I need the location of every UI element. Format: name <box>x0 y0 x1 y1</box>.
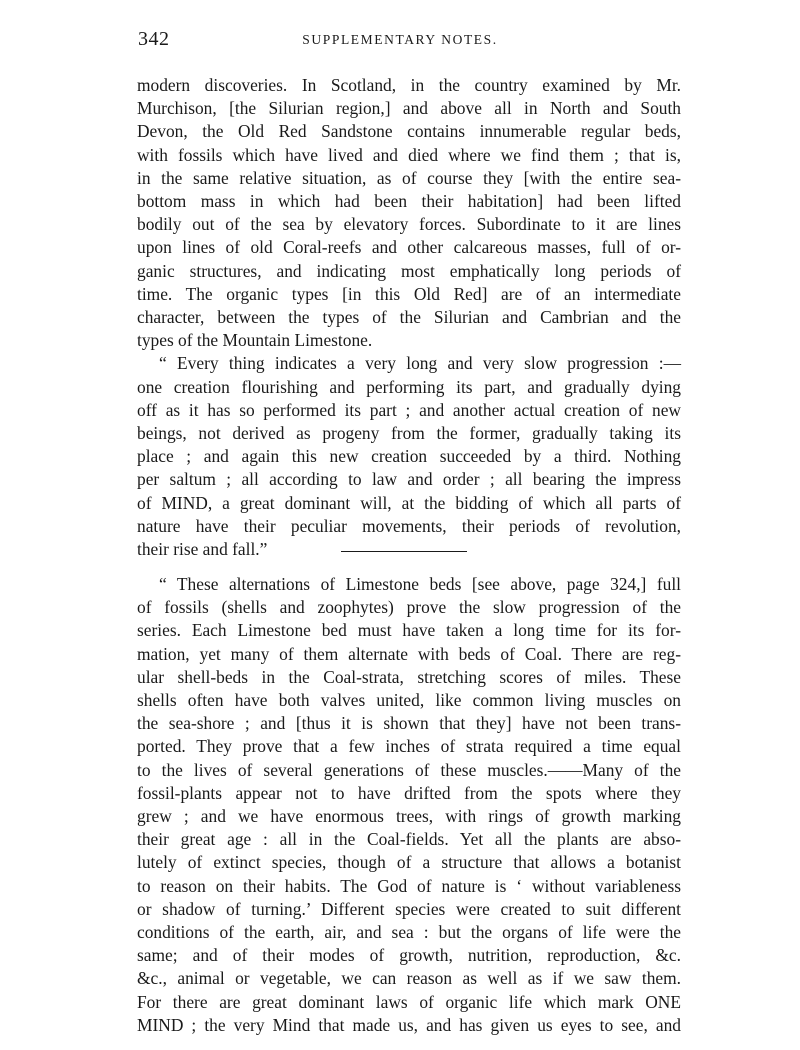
text-line: fossil-plants appear not to have drifted from the spots where they <box>137 782 681 803</box>
text-line: “ These alternations of Limestone beds [see above, page 324,] full <box>159 574 681 594</box>
text-line: shells often have both valves united, like common living muscles on <box>137 690 681 711</box>
running-title: SUPPLEMENTARY NOTES. <box>302 32 498 47</box>
text-line: bottom mass in which had been their habitation] had been lifted <box>137 191 681 212</box>
text-line: Murchison, [the Silurian region,] and above all in North and South <box>137 98 681 119</box>
text-line: off as it has so performed its part ; and another actual creation of new <box>137 399 681 420</box>
text-line: bodily out of the sea by elevatory forces. Subordinate to it are lines <box>137 214 681 235</box>
text-line: one creation flourishing and performing its part, and gradually dying <box>137 376 681 397</box>
text-line: nature have their peculiar movements, their periods of revolution, <box>137 515 681 536</box>
text-line: their rise and fall.” <box>137 539 268 560</box>
text-line: types of the Mountain Limestone. <box>137 330 373 351</box>
text-line: grew ; and we have enormous trees, with rings of growth marking <box>137 806 681 827</box>
text-line: conditions of the earth, air, and sea : but the organs of life were the <box>137 922 681 943</box>
note-passage-limestone-beds <box>137 573 681 1037</box>
text-line: modern discoveries. In Scotland, in the country examined by Mr. <box>137 75 681 95</box>
text-line: their great age : all in the Coal-fields. Yet all the plants are abso- <box>137 829 681 850</box>
text-line: of fossils (shells and zoophytes) prove the slow progression of the <box>137 597 681 618</box>
text-line: series. Each Limestone bed must have taken a long time for its for- <box>137 620 681 641</box>
text-line: per saltum ; all according to law and order ; all bearing the impress <box>137 469 681 490</box>
text-line: character, between the types of the Silurian and Cambrian and the <box>137 307 681 328</box>
text-line: of MIND, a great dominant will, at the bidding of which all parts of <box>137 492 681 513</box>
page-number: 342 <box>138 28 170 50</box>
text-line: or shadow of turning.’ Different species were created to suit different <box>137 898 681 919</box>
text-line: place ; and again this new creation succeeded by a third. Nothing <box>137 446 681 467</box>
text-line: ular shell-beds in the Coal-strata, stretching scores of miles. These <box>137 666 681 687</box>
text-line: lutely of extinct species, though of a structure that allows a botanist <box>137 852 681 873</box>
section-divider-rule <box>341 551 467 552</box>
text-line: with fossils which have lived and died where we find them ; that is, <box>137 144 681 165</box>
text-line: to the lives of several generations of these muscles.——Many of the <box>137 759 681 780</box>
text-line: MIND ; the very Mind that made us, and has given us eyes to see, and <box>137 1014 681 1035</box>
text-line: same; and of their modes of growth, nutrition, reproduction, &c. <box>137 945 681 966</box>
text-line: in the same relative situation, as of course they [with the entire sea- <box>137 167 681 188</box>
text-line: the sea-shore ; and [thus it is shown that they] have not been trans- <box>137 713 681 734</box>
text-line: Devon, the Old Red Sandstone contains innumerable regular beds, <box>137 121 681 142</box>
text-line: to reason on their habits. The God of nature is ‘ without variableness <box>137 875 681 896</box>
text-line: beings, not derived as progeny from the former, gradually taking its <box>137 423 681 444</box>
text-line: mation, yet many of them alternate with beds of Coal. There are reg- <box>137 643 681 664</box>
text-line: ganic structures, and indicating most emphatically long periods of <box>137 260 681 281</box>
text-line: time. The organic types [in this Old Red] are of an intermediate <box>137 283 681 304</box>
text-line: upon lines of old Coral-reefs and other calcareous masses, full of or- <box>137 237 681 258</box>
text-line: &c., animal or vegetable, we can reason as well as if we saw them. <box>137 968 681 989</box>
text-line: “ Every thing indicates a very long and very slow progression :— <box>159 353 681 374</box>
note-passage-old-red-sandstone <box>137 74 681 561</box>
text-line: For there are great dominant laws of organic life which mark ONE <box>137 991 681 1012</box>
text-line: ported. They prove that a few inches of strata required a time equal <box>137 736 681 757</box>
